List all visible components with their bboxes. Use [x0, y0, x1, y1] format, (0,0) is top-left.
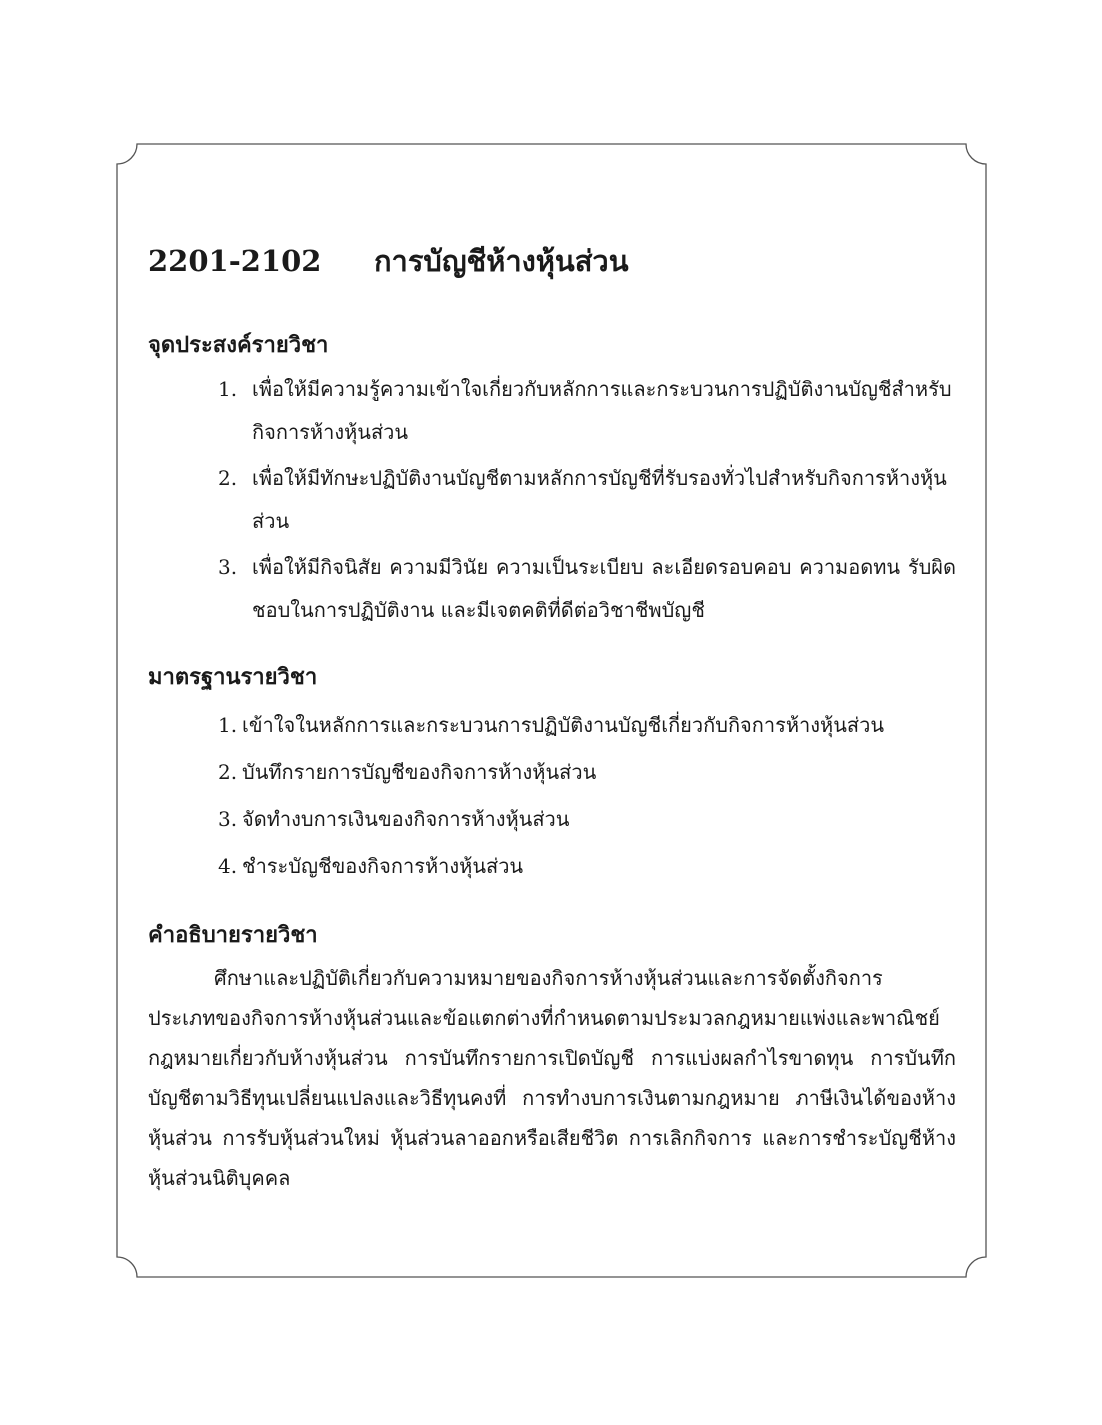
standard-text: จัดทำงบการเงินของกิจการห้างหุ้นส่วน [242, 807, 570, 831]
objective-text: เพื่อให้มีทักษะปฏิบัติงานบัญชีตามหลักการบัญชีที่รับรองทั่วไปสำหรับกิจการห้างหุ้นส่วน [252, 466, 947, 533]
standard-item [218, 843, 956, 890]
description-heading: คำอธิบายรายวิชา [148, 922, 318, 948]
standard-text: เข้าใจในหลักการและกระบวนการปฏิบัติงานบัญชีเกี่ยวกับกิจการห้างหุ้นส่วน [242, 713, 884, 737]
standard-text: บันทึกรายการบัญชีของกิจการห้างหุ้นส่วน [242, 760, 597, 784]
objectives-heading: จุดประสงค์รายวิชา [148, 332, 329, 358]
course-code: 2201-2102 [148, 244, 322, 278]
objective-number: 1. [218, 377, 238, 401]
standard-number: 2. [218, 760, 238, 784]
page-content [148, 238, 956, 1198]
objective-text: เพื่อให้มีกิจนิสัย ความมีวินัย ความเป็นระเบียบ ละเอียดรอบคอบ ความอดทน รับผิดชอบในการปฏิบัติงาน และมีเจตคติที่ดีต่อวิชาชีพบัญชี [252, 555, 956, 622]
objective-number: 3. [218, 555, 238, 579]
standard-item [218, 749, 956, 796]
standard-item [218, 702, 956, 749]
course-title: การบัญชีห้างหุ้นส่วน [374, 244, 629, 278]
standard-number: 1. [218, 713, 238, 737]
course-header [148, 238, 956, 294]
objective-number: 2. [218, 466, 238, 490]
objective-item [218, 457, 956, 543]
standard-number: 3. [218, 807, 238, 831]
objective-item [218, 368, 956, 454]
standard-number: 4. [218, 854, 238, 878]
standards-list [148, 702, 956, 890]
standard-item [218, 796, 956, 843]
objectives-list [148, 368, 956, 632]
description-paragraph: ศึกษาและปฏิบัติเกี่ยวกับความหมายของกิจการห้างหุ้นส่วนและการจัดตั้งกิจการ ประเภทของกิจการห้างหุ้นส่วนและข้อแตกต่างที่กำหนดตามประมวลกฎหมายแพ่งและพาณิชย์ กฎหมายเกี่ยวกับห้างหุ้นส่วน การบันทึกรายการเปิดบัญชี การแบ่งผลกำไรขาดทุน การบันทึกบัญชีตามวิธีทุนเปลี่ยนแปลงและวิธีทุนคงที่ การทำงบการเงินตามกฎหมาย ภาษีเงินได้ของห้างหุ้นส่วน การรับหุ้นส่วนใหม่ หุ้นส่วนลาออกหรือเสียชีวิต การเลิกกิจการ และการชำระบัญชีห้างหุ้นส่วนนิติบุคคล [148, 966, 956, 1190]
standards-heading: มาตรฐานรายวิชา [148, 664, 318, 690]
objective-item [218, 546, 956, 632]
objective-text: เพื่อให้มีความรู้ความเข้าใจเกี่ยวกับหลักการและกระบวนการปฏิบัติงานบัญชีสำหรับกิจการห้างหุ้นส่วน [252, 377, 952, 444]
standard-text: ชำระบัญชีของกิจการห้างหุ้นส่วน [242, 854, 524, 878]
